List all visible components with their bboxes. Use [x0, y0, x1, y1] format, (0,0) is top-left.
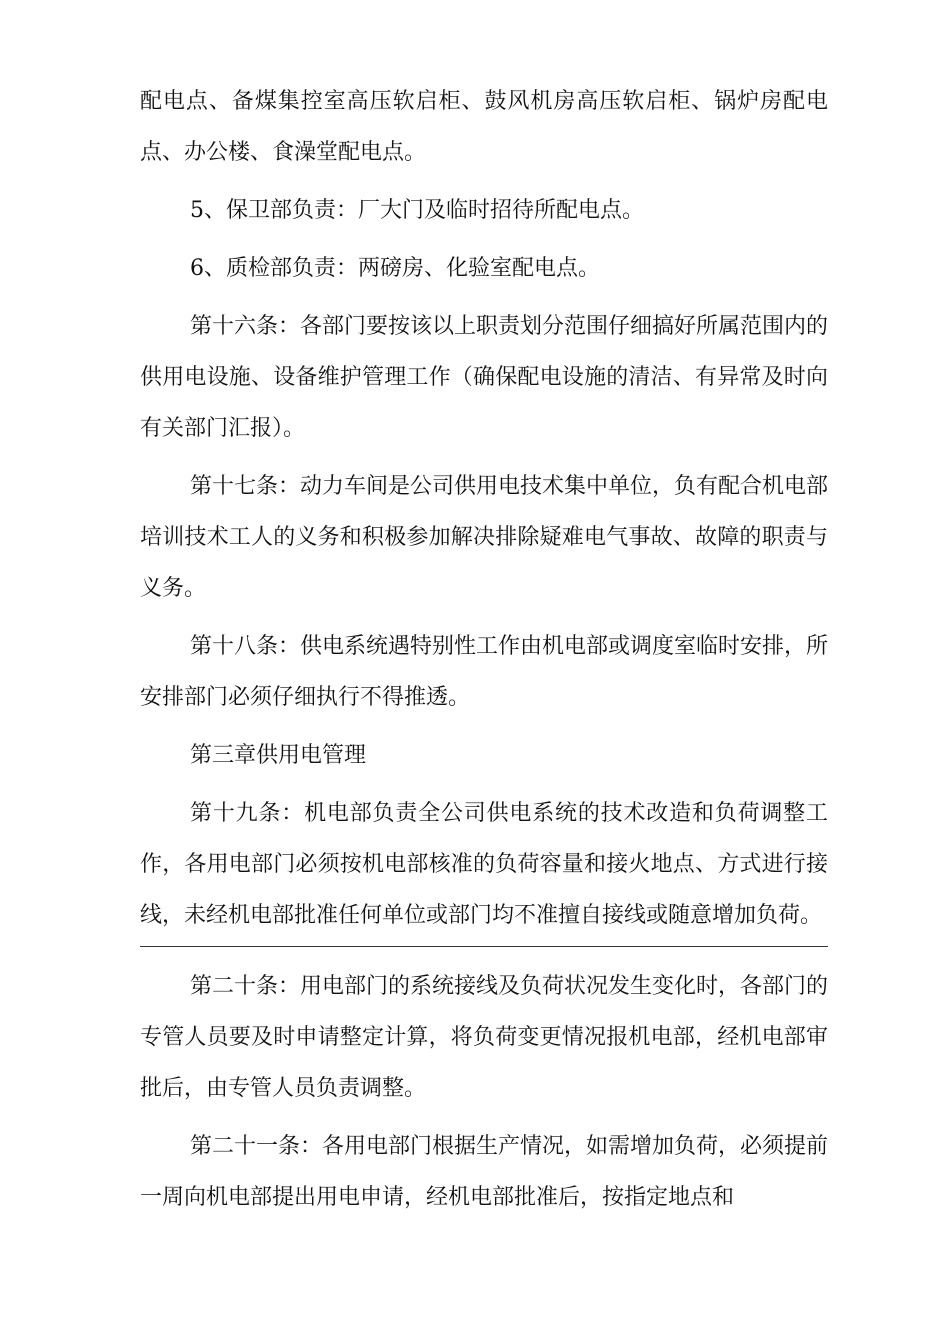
- upper-text-section: [140, 76, 828, 948]
- paragraph-article-16: 第十六条：各部门要按该以上职责划分范围仔细搞好所属范围内的供用电设施、设备维护管理工作（确保配电设施的清洁、有异常及时向有关部门汇报）。: [140, 314, 829, 441]
- section-divider: [140, 946, 828, 947]
- paragraph-continuation: 配电点、备煤集控室高压软启柜、鼓风机房高压软启柜、锅炉房配电点、办公楼、食澡堂配电点。: [140, 89, 828, 165]
- paragraph-article-21: 第二十一条：各用电部门根据生产情况，如需增加负荷，必须提前一周向机电部提出用电申请，经机电部批准后，按指定地点和: [140, 1134, 829, 1210]
- paragraph-article-20: 第二十条：用电部门的系统接线及负荷状况发生变化时，各部门的专管人员要及时申请整定计算，将负荷变更情况报机电部，经机电部审批后，由专管人员负责调整。: [140, 974, 829, 1101]
- paragraph-item-5: 5、保卫部负责：厂大门及临时招待所配电点。: [190, 198, 644, 223]
- paragraph-article-18: 第十八条：供电系统遇特别性工作由机电部或调度室临时安排，所安排部门必须仔细执行不得推透。: [140, 634, 829, 710]
- lower-text-section: [140, 961, 828, 1230]
- chapter-heading: 第三章供用电管理: [190, 743, 367, 768]
- paragraph-item-6: 6、质检部负责：两磅房、化验室配电点。: [190, 256, 600, 281]
- paragraph-article-17: 第十七条：动力车间是公司供用电技术集中单位，负有配合机电部培训技术工人的义务和积极参加解决排除疑难电气事故、故障的职责与义务。: [140, 474, 829, 601]
- paragraph-article-19: 第十九条：机电部负责全公司供电系统的技术改造和负荷调整工作，各用电部门必须按机电部核准的负荷容量和接火地点、方式进行接线，未经机电部批准任何单位或部门均不准擅自接线或随意增加负荷。: [140, 801, 828, 928]
